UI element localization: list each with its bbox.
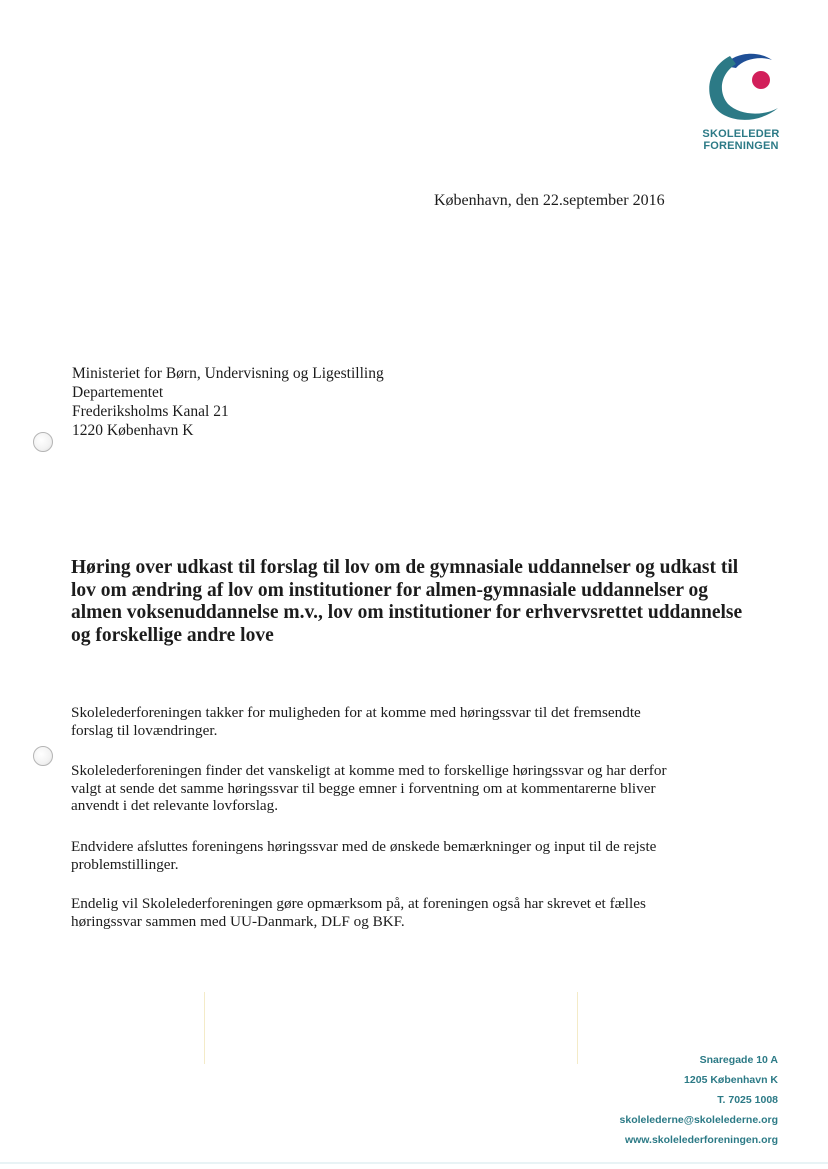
- paragraph-line: forslag til lovændringer.: [71, 721, 218, 739]
- document-heading: [71, 557, 761, 647]
- logo-wordmark: [696, 128, 786, 152]
- logo: [696, 46, 786, 156]
- logo-red-dot: [752, 71, 770, 89]
- paragraph-2: [71, 762, 751, 815]
- paragraph-4: [71, 895, 751, 930]
- logo-mark-icon: [700, 46, 784, 126]
- paragraph-3: [71, 838, 751, 873]
- recipient-line: Ministeriet for Børn, Undervisning og Ligestilling: [72, 365, 384, 382]
- footer-street: Snaregade 10 A: [699, 1054, 778, 1066]
- footer-city: 1205 København K: [684, 1074, 778, 1086]
- footer-email[interactable]: skolelederne@skolelederne.org: [619, 1114, 778, 1126]
- scan-artifact-line: [204, 992, 205, 1064]
- heading-line: almen voksenuddannelse m.v., lov om institutioner for erhvervsrettet uddannelse: [71, 602, 743, 623]
- logo-line-2: FORENINGEN: [703, 140, 779, 152]
- date-line: København, den 22.september 2016: [434, 192, 665, 209]
- footer-contact: [620, 1050, 778, 1150]
- recipient-address: [72, 364, 384, 440]
- paragraph-line: høringssvar sammen med UU-Danmark, DLF og BKF.: [71, 912, 405, 930]
- recipient-line: Frederiksholms Kanal 21: [72, 403, 229, 420]
- heading-line: og forskellige andre love: [71, 624, 274, 646]
- scan-artifact-line: [577, 992, 578, 1064]
- heading-line: lov om ændring af lov om institutioner for almen-gymnasiale uddannelser og: [71, 579, 709, 601]
- footer-website[interactable]: www.skolelederforeningen.org: [624, 1134, 778, 1146]
- punch-hole: [33, 432, 53, 452]
- recipient-line: 1220 København K: [72, 422, 194, 439]
- paragraph-line: anvendt i det relevante lovforslag.: [71, 797, 279, 814]
- heading-line: Høring over udkast til forslag til lov om de gymnasiale uddannelser og udkast til: [71, 557, 739, 578]
- recipient-line: Departementet: [72, 384, 164, 401]
- footer-phone: T. 7025 1008: [717, 1094, 778, 1106]
- paragraph-line: valgt at sende det samme høringssvar til begge emner i forventning om at kommentarerne bliver: [71, 779, 656, 797]
- punch-hole: [33, 746, 53, 766]
- logo-teal-swoosh: [709, 56, 778, 120]
- paragraph-line: Endvidere afsluttes foreningens høringssvar med de ønskede bemærkninger og input til de rejste: [71, 838, 657, 855]
- paragraph-line: Skolelederforeningen finder det vanskeligt at komme med to forskellige høringssvar og har derfor: [71, 762, 667, 779]
- page-bottom-edge: [0, 1162, 828, 1164]
- paragraph-line: Skolelederforeningen takker for muligheden for at komme med høringssvar til det fremsendte: [71, 704, 641, 721]
- paragraph-line: Endelig vil Skolelederforeningen gøre opmærksom på, at foreningen også har skrevet et fælles: [71, 895, 646, 912]
- paragraph-1: [71, 704, 751, 739]
- paragraph-line: problemstillinger.: [71, 855, 179, 873]
- logo-line-1: SKOLELEDER: [702, 128, 780, 140]
